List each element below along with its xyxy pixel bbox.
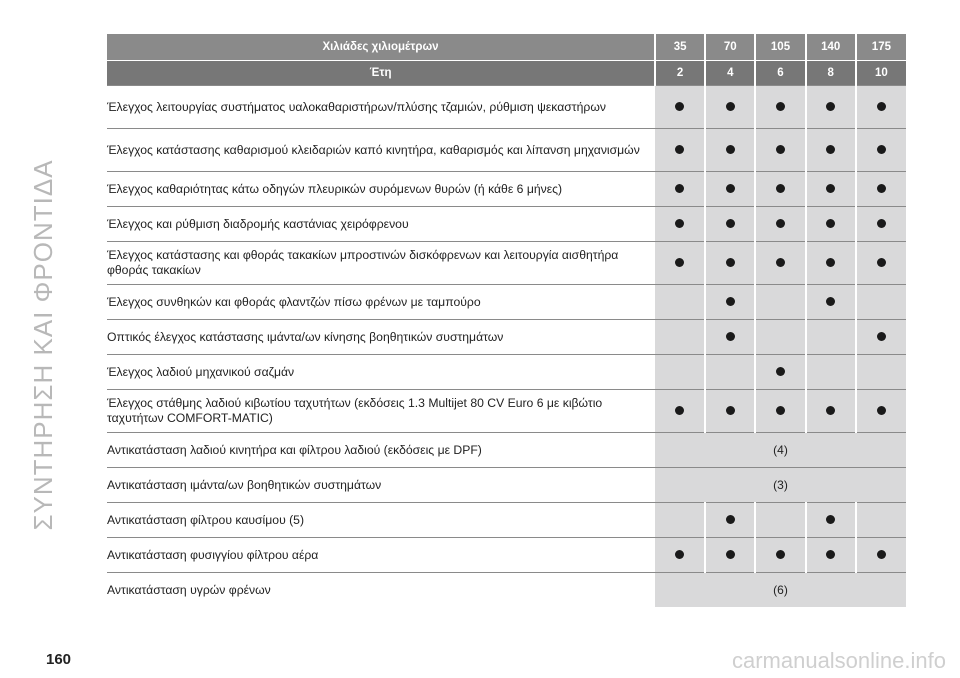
interval-cell — [856, 207, 906, 242]
interval-cell — [755, 86, 805, 129]
interval-cell — [856, 503, 906, 538]
interval-cell — [755, 320, 805, 355]
check-dot-icon — [776, 145, 785, 154]
check-dot-icon — [826, 219, 835, 228]
interval-cell — [705, 172, 755, 207]
header-year-value: 4 — [705, 61, 755, 86]
interval-cell — [705, 538, 755, 573]
header-km-value: 70 — [705, 34, 755, 61]
table-row — [107, 129, 906, 172]
interval-cell — [705, 285, 755, 320]
task-description: Έλεγχος κατάστασης καθαρισμού κλειδαριών καπό κινητήρα, καθαρισμός και λίπανση μηχανισμών — [107, 129, 655, 172]
check-dot-icon — [726, 297, 735, 306]
header-year-value: 10 — [856, 61, 906, 86]
check-dot-icon — [877, 550, 886, 559]
interval-cell — [856, 285, 906, 320]
table-row — [107, 355, 906, 390]
task-note-ref: (4) — [655, 433, 906, 468]
task-description: Έλεγχος συνθηκών και φθοράς φλαντζών πίσω φρένων με ταμπούρο — [107, 285, 655, 320]
interval-cell — [705, 320, 755, 355]
header-years-label: Έτη — [107, 61, 655, 86]
interval-cell — [705, 129, 755, 172]
interval-cell — [806, 390, 856, 433]
task-description: Έλεγχος λαδιού μηχανικού σαζμάν — [107, 355, 655, 390]
interval-cell — [705, 355, 755, 390]
check-dot-icon — [776, 184, 785, 193]
check-dot-icon — [776, 550, 785, 559]
check-dot-icon — [726, 406, 735, 415]
table-row — [107, 573, 906, 608]
interval-cell — [705, 503, 755, 538]
check-dot-icon — [826, 515, 835, 524]
check-dot-icon — [877, 258, 886, 267]
header-year-value: 6 — [755, 61, 805, 86]
check-dot-icon — [675, 102, 684, 111]
table-row — [107, 538, 906, 573]
interval-cell — [806, 86, 856, 129]
interval-cell — [655, 86, 705, 129]
interval-cell — [856, 320, 906, 355]
check-dot-icon — [675, 258, 684, 267]
interval-cell — [856, 538, 906, 573]
check-dot-icon — [726, 102, 735, 111]
check-dot-icon — [726, 184, 735, 193]
interval-cell — [806, 129, 856, 172]
header-km-value: 105 — [755, 34, 805, 61]
interval-cell — [755, 285, 805, 320]
interval-cell — [655, 172, 705, 207]
table-row — [107, 468, 906, 503]
check-dot-icon — [776, 258, 785, 267]
interval-cell — [806, 285, 856, 320]
interval-cell — [705, 390, 755, 433]
check-dot-icon — [776, 406, 785, 415]
interval-cell — [655, 390, 705, 433]
interval-cell — [856, 86, 906, 129]
check-dot-icon — [877, 184, 886, 193]
interval-cell — [755, 538, 805, 573]
task-description: Έλεγχος και ρύθμιση διαδρομής καστάνιας χειρόφρενου — [107, 207, 655, 242]
table-row — [107, 320, 906, 355]
interval-cell — [755, 207, 805, 242]
table-row — [107, 172, 906, 207]
check-dot-icon — [726, 550, 735, 559]
interval-cell — [806, 320, 856, 355]
check-dot-icon — [826, 102, 835, 111]
check-dot-icon — [826, 550, 835, 559]
interval-cell — [806, 242, 856, 285]
check-dot-icon — [675, 406, 684, 415]
header-km-value: 175 — [856, 34, 906, 61]
check-dot-icon — [776, 367, 785, 376]
check-dot-icon — [726, 258, 735, 267]
interval-cell — [755, 129, 805, 172]
task-description: Αντικατάσταση φίλτρου καυσίμου (5) — [107, 503, 655, 538]
interval-cell — [655, 538, 705, 573]
header-km-value: 140 — [806, 34, 856, 61]
interval-cell — [856, 129, 906, 172]
check-dot-icon — [675, 184, 684, 193]
interval-cell — [856, 355, 906, 390]
interval-cell — [705, 86, 755, 129]
check-dot-icon — [877, 219, 886, 228]
check-dot-icon — [776, 219, 785, 228]
check-dot-icon — [826, 258, 835, 267]
check-dot-icon — [675, 145, 684, 154]
interval-cell — [655, 242, 705, 285]
interval-cell — [856, 172, 906, 207]
task-description: Αντικατάσταση φυσιγγίου φίλτρου αέρα — [107, 538, 655, 573]
schedule-body — [107, 86, 906, 608]
table-row — [107, 390, 906, 433]
interval-cell — [806, 172, 856, 207]
check-dot-icon — [726, 515, 735, 524]
check-dot-icon — [826, 145, 835, 154]
check-dot-icon — [877, 145, 886, 154]
watermark: carmanualsonline.info — [731, 648, 946, 673]
interval-cell — [806, 207, 856, 242]
interval-cell — [655, 503, 705, 538]
header-row-km — [107, 34, 906, 61]
check-dot-icon — [877, 102, 886, 111]
check-dot-icon — [726, 219, 735, 228]
table-row — [107, 503, 906, 538]
header-row-years — [107, 61, 906, 86]
interval-cell — [755, 242, 805, 285]
header-km-label: Χιλιάδες χιλιομέτρων — [107, 34, 655, 61]
table-row — [107, 285, 906, 320]
table-row — [107, 433, 906, 468]
table-row — [107, 242, 906, 285]
interval-cell — [755, 390, 805, 433]
task-note-ref: (6) — [655, 573, 906, 608]
interval-cell — [705, 242, 755, 285]
interval-cell — [705, 207, 755, 242]
table-row — [107, 207, 906, 242]
interval-cell — [806, 538, 856, 573]
interval-cell — [755, 503, 805, 538]
header-km-value: 35 — [655, 34, 705, 61]
task-description: Αντικατάσταση λαδιού κινητήρα και φίλτρου λαδιού (εκδόσεις με DPF) — [107, 433, 655, 468]
task-description: Αντικατάσταση υγρών φρένων — [107, 573, 655, 608]
interval-cell — [755, 172, 805, 207]
table-row — [107, 86, 906, 129]
check-dot-icon — [826, 297, 835, 306]
interval-cell — [755, 355, 805, 390]
header-year-value: 2 — [655, 61, 705, 86]
interval-cell — [856, 242, 906, 285]
check-dot-icon — [726, 332, 735, 341]
task-description: Οπτικός έλεγχος κατάστασης ιμάντα/ων κίνησης βοηθητικών συστημάτων — [107, 320, 655, 355]
task-description: Έλεγχος καθαριότητας κάτω οδηγών πλευρικών συρόμενων θυρών (ή κάθε 6 μήνες) — [107, 172, 655, 207]
maintenance-schedule-table — [107, 34, 906, 607]
interval-cell — [856, 390, 906, 433]
check-dot-icon — [877, 406, 886, 415]
check-dot-icon — [776, 102, 785, 111]
interval-cell — [806, 503, 856, 538]
check-dot-icon — [877, 332, 886, 341]
interval-cell — [655, 129, 705, 172]
interval-cell — [655, 207, 705, 242]
check-dot-icon — [675, 550, 684, 559]
check-dot-icon — [826, 184, 835, 193]
task-description: Έλεγχος λειτουργίας συστήματος υαλοκαθαριστήρων/πλύσης τζαμιών, ρύθμιση ψεκαστήρων — [107, 86, 655, 129]
interval-cell — [655, 320, 705, 355]
interval-cell — [655, 355, 705, 390]
check-dot-icon — [675, 219, 684, 228]
header-year-value: 8 — [806, 61, 856, 86]
check-dot-icon — [726, 145, 735, 154]
task-note-ref: (3) — [655, 468, 906, 503]
task-description: Έλεγχος στάθμης λαδιού κιβωτίου ταχυτήτων (εκδόσεις 1.3 Multijet 80 CV Euro 6 με κιβώτιο ταχυτήτων COMFORT-MATIC) — [107, 390, 655, 433]
task-description: Έλεγχος κατάστασης και φθοράς τακακίων μπροστινών δισκόφρενων και λειτουργία αισθητήρα φθοράς τακακίων — [107, 242, 655, 285]
section-title-vertical: ΣΥΝΤΗΡΗΣΗ ΚΑΙ ΦΡΟΝΤΙΔΑ — [28, 159, 58, 531]
task-description: Αντικατάσταση ιμάντα/ων βοηθητικών συστημάτων — [107, 468, 655, 503]
interval-cell — [655, 285, 705, 320]
check-dot-icon — [826, 406, 835, 415]
page-number: 160 — [46, 651, 72, 668]
interval-cell — [806, 355, 856, 390]
